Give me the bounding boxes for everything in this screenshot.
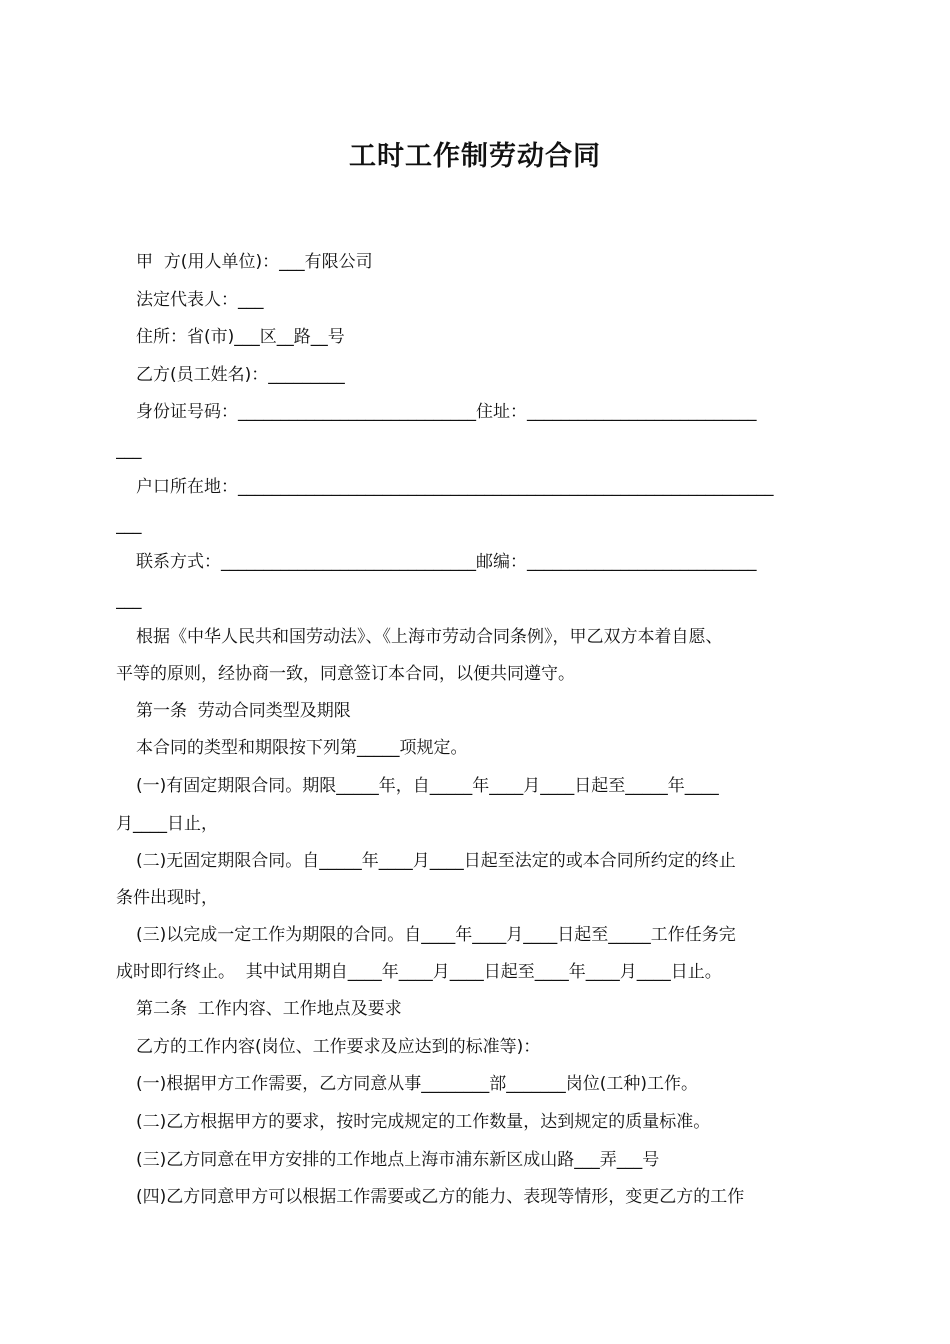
article-2-item-4: (四)乙方同意甲方可以根据工作需要或乙方的能力、表现等情形，变更乙方的工作: [136, 1187, 745, 1207]
article-2-item-1: (一)根据甲方工作需要，乙方同意从事________部_______岗位(工种)工作。: [136, 1074, 699, 1094]
article-1-intro: 本合同的类型和期限按下列第_____项规定。: [136, 738, 468, 758]
party-b-name-line: 乙方(员工姓名)：_________: [136, 365, 345, 385]
clause-open-term-line-1: (二)无固定期限合同。自_____年____月____日起至法定的或本合同所约定的终止: [136, 851, 736, 871]
clause-task-term-line-1: (三)以完成一定工作为期限的合同。自____年____月____日起至_____工作任务完: [136, 925, 736, 945]
article-1-heading: 第一条 劳动合同类型及期限: [136, 701, 351, 721]
legal-representative-line: 法定代表人：___: [136, 290, 264, 310]
clause-task-term-line-2: 成时即行终止。 其中试用期自____年____月____日起至____年____月____日止。: [116, 962, 722, 982]
article-2-item-3: (三)乙方同意在甲方安排的工作地点上海市浦东新区成山路___弄___号: [136, 1150, 660, 1170]
article-2-item-2: (二)乙方根据甲方的要求，按时完成规定的工作数量，达到规定的质量标准。: [136, 1112, 711, 1132]
line-continuation: ___: [116, 440, 142, 460]
article-2-intro: 乙方的工作内容(岗位、工作要求及应达到的标准等)：: [136, 1037, 541, 1057]
clause-fixed-term-line-2: 月____日止，: [116, 814, 218, 834]
document-title: 工时工作制劳动合同: [349, 141, 601, 172]
contact-postcode-line: 联系方式：______________________________邮编：___________________________: [136, 552, 757, 572]
preamble-line-2: 平等的原则，经协商一致，同意签订本合同，以便共同遵守。: [116, 664, 575, 684]
id-number-address-line: 身份证号码：____________________________住址：___________________________: [136, 402, 757, 422]
line-continuation: ___: [116, 515, 142, 535]
party-a-line: 甲 方(用人单位)：___有限公司: [136, 252, 373, 272]
household-registration-line: 户口所在地：_______________________________________________________________: [136, 477, 774, 497]
party-a-address-line: 住所：省(市)___区__路__号: [136, 327, 345, 347]
preamble-line-1: 根据《中华人民共和国劳动法》、《上海市劳动合同条例》，甲乙双方本着自愿、: [136, 627, 723, 647]
clause-open-term-line-2: 条件出现时，: [116, 888, 218, 908]
clause-fixed-term-line-1: (一)有固定期限合同。期限_____年，自_____年____月____日起至_____年____: [136, 776, 719, 796]
line-continuation: ___: [116, 590, 142, 610]
article-2-heading: 第二条 工作内容、工作地点及要求: [136, 999, 402, 1019]
